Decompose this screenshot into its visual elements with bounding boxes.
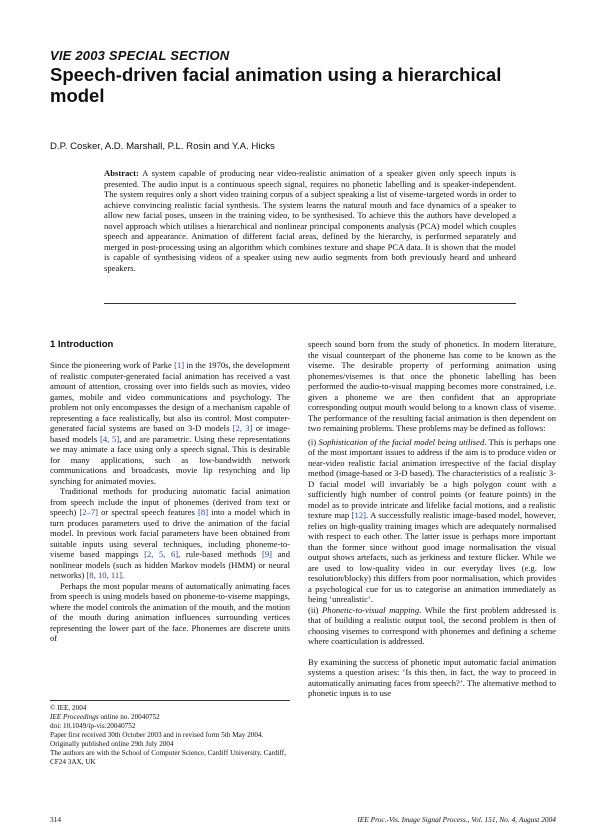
proceedings-note	[50, 713, 290, 722]
citation-link[interactable]: [12]	[351, 510, 366, 520]
right-paragraph-1: speech sound born from the study of phonetics. In modern literature, the visual counterpart of the phoneme has come to be known as the viseme. The desirable property of performing animation using phonemes/visemes is that once the phonetic labelling has been performed the audio-to-visual mapping becomes more constrained, i.e. given a phoneme we are then confident that an appropriate corresponding output mouth would belong to a known class of viseme. The performance of the resulting facial animation is then dependent on two remaining problems. These problems may be defined as follows:	[308, 339, 556, 433]
citation-link[interactable]: [1]	[174, 360, 185, 370]
citation-link[interactable]: [8]	[198, 507, 209, 517]
abstract-text: A system capable of producing near video-realistic animation of a speaker given only speech inputs is presented. The audio input is a continuous speech signal, requires no phonetic labelling and is speaker-independent. The system requires only a short video training corpus of a subject speaking a list of viseme-targeted words in order to achieve convincing realistic facial synthesis. The system learns the natural mouth and face dynamics of a speaker to allow new facial poses, unseen in the training video, to be synthesised. To achieve this the authors have developed a novel approach which utilises a hierarchical and nonlinear principal components analysis (PCA) model which couples speech and appearance. Animation of different facial areas, defined by the hierarchy, is performed separately and merged in post-processing using an algorithm which combines texture and shape PCA data. It is shown that the model is capable of synthesising videos of a speaker using new audio segments from both previously heard and unheard speakers.	[104, 168, 516, 273]
doi-note: doi: 10.1049/ip-vis:20040752	[50, 722, 136, 730]
footnotes	[50, 704, 290, 767]
text-span: into a model which in turn produces parameters used to drive the animation of the facial model. In previous work facial parameters have been obtained from suitable inputs using several techniques, including phoneme-to-viseme based mappings	[50, 507, 290, 559]
affiliation-note: The authors are with the School of Computer Science, Cardiff University, Cardiff, CF24 3AX, UK	[50, 749, 286, 766]
text-span: or image-based models	[50, 423, 290, 444]
left-paragraph-3: Perhaps the most popular means of automatically animating faces from speech is using models based on phoneme-to-viseme mappings, where the model controls the animation of the mouth, and the motion of the mouth during animation influences surrounding vertices representing the lower part of the face. Phonemes are discrete units of	[50, 580, 290, 643]
left-column	[50, 360, 290, 644]
right-column	[308, 339, 556, 699]
section-heading-introduction: 1 Introduction	[50, 339, 114, 350]
copyright-note: © IEE, 2004	[50, 704, 87, 712]
italic-term: Sophistication of the facial model being utilised	[318, 436, 485, 447]
abstract	[104, 168, 516, 273]
text-span: . While the first problem addressed is that of building a realistic output tool, the second problem is then of choosing visemes to correspond with phonemes and defining a scheme where coarticulation is addressed.	[308, 604, 556, 646]
paper-title: Speech-driven facial animation using a hierarchical model	[50, 64, 502, 106]
citation-link[interactable]: [9]	[261, 549, 272, 559]
journal-citation: IEE Proc.-Vis. Image Signal Process., Vol. 151, No. 4, August 2004	[357, 815, 556, 824]
section-tag: VIE 2003 SPECIAL SECTION	[50, 48, 230, 63]
citation-link[interactable]: [2, 3]	[232, 423, 253, 433]
abstract-label: Abstract:	[104, 168, 139, 178]
text-span: . A successfully realistic image-based model, however, relies on high-quality training images which are adequately normalised with respect to each other. The latter issue is perhaps more important than the former since without good image normalisation the visual output shows artefacts, such as jerkiness and texture flicker. While we are used to low-quality video in our everyday lives (e.g. low resolution/blocky) this differs from poor normalisation, which provides a psychological cue for us to categorise an animation immediately as being ‘unrealistic’.	[308, 510, 557, 604]
authors: D.P. Cosker, A.D. Marshall, P.L. Rosin and Y.A. Hicks	[50, 141, 275, 152]
italic-term: Phonetic-to-visual mapping	[322, 604, 420, 615]
citation-link[interactable]: [8, 10, 11]	[86, 570, 122, 580]
citation-link[interactable]: [2, 5, 6]	[144, 549, 179, 559]
right-paragraph-3	[308, 605, 556, 647]
text-span: and nonlinear models (such as hidden Markov models (HMM) or neural networks)	[50, 549, 290, 580]
text-span: . This is perhaps one of the most important issues to address if the aim is to produce video or near-video realistic facial animation irrespective of the facial display method (image-based or 3-D based). The characteristics of a realistic 3-D facial model will invariably be a high polygon count with a sufficiently high number of control points (or feature points) in the model as to provide intricate and lifelike facial motions, and a realistic texture map	[308, 436, 556, 520]
text-span: or spectral speech features	[97, 507, 199, 517]
text-span: , and are parametric. Using these representations we may animate a face using only a speech signal. This is desirable for many applications, such as low-bandwidth network communications and broadcasts, movie lip resynching and lip synching for animated movies.	[50, 433, 290, 486]
received-note: Paper first received 30th October 2003 and in revised form 5th May 2004. Originally published online 29th July 2004	[50, 731, 264, 748]
right-paragraph-2	[308, 437, 556, 605]
proceedings-title: IEE Proceedings	[50, 713, 99, 721]
notes-rule	[50, 700, 290, 701]
right-paragraph-4: By examining the success of phonetic input automatic facial animation systems a question arises: ‘Is this then, in fact, the way to proceed in automatically animating faces from speech?’. The alternative method to phonetic inputs is to use	[308, 656, 556, 698]
text-span: , rule-based methods	[178, 549, 262, 559]
page-number: 314	[50, 815, 62, 824]
journal-footer	[357, 815, 556, 824]
text-span: (i)	[308, 436, 319, 447]
citation-link[interactable]: [4, 5]	[99, 433, 120, 444]
text-span: Since the pioneering work of Parke	[50, 360, 175, 370]
left-paragraph-1	[50, 360, 290, 486]
text-span: (ii)	[308, 604, 323, 615]
abstract-rule	[104, 303, 516, 304]
proceedings-number: online no. 20040752	[98, 713, 160, 721]
text-span: Traditional methods for producing automatic facial animation from speech include the input of phonemes (derived from text or speech)	[50, 486, 290, 517]
text-span: in the 1970s, the development of realistic computer-generated facial animation has received a vast amount of attention, crossing over into fields such as movies, video games, mobile and video communications and psychology. The problem not only encompasses the design of a mechanism capable of representing a face realistically, but also its control. Most computer-generated facial systems are based on 3-D models	[50, 360, 291, 433]
left-paragraph-2	[50, 486, 290, 581]
citation-link[interactable]: [2–7]	[79, 507, 98, 517]
text-span: .	[122, 570, 125, 580]
